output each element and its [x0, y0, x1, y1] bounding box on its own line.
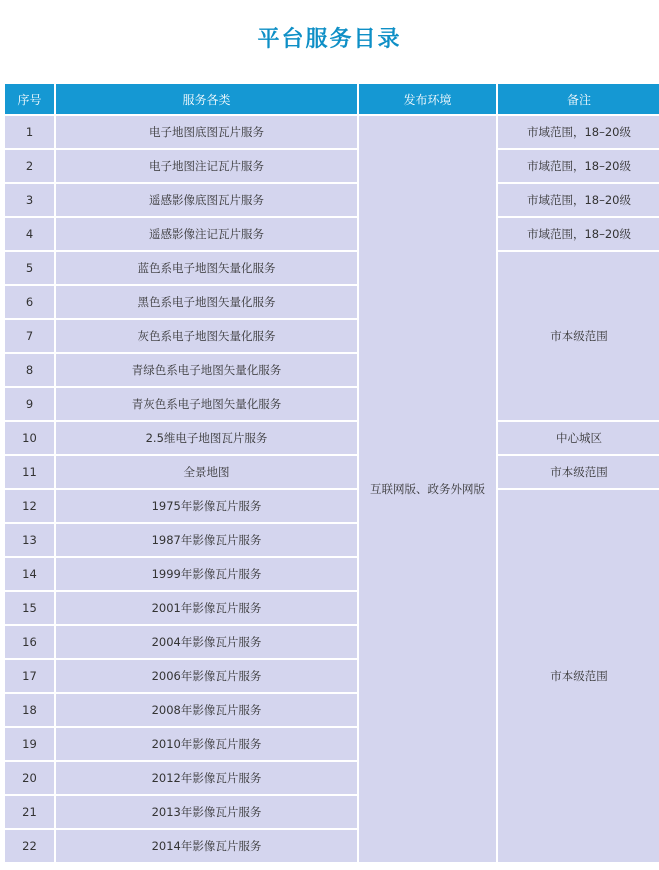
row-number: 6 [5, 286, 54, 318]
row-number: 3 [5, 184, 54, 216]
service-name: 2010年影像瓦片服务 [56, 728, 357, 760]
table-row [5, 252, 659, 284]
service-name: 遥感影像注记瓦片服务 [56, 218, 357, 250]
service-name: 2.5维电子地图瓦片服务 [56, 422, 357, 454]
row-number: 16 [5, 626, 54, 658]
row-number: 8 [5, 354, 54, 386]
table-header-row [5, 84, 659, 114]
service-name: 1999年影像瓦片服务 [56, 558, 357, 590]
service-name: 2004年影像瓦片服务 [56, 626, 357, 658]
service-name: 2006年影像瓦片服务 [56, 660, 357, 692]
header-number: 序号 [5, 84, 54, 114]
note-cell: 市域范围，18–20级 [498, 184, 659, 216]
release-environment: 互联网版、政务外网版 [359, 116, 496, 862]
row-number: 11 [5, 456, 54, 488]
table-row [5, 490, 659, 522]
row-number: 5 [5, 252, 54, 284]
note-cell: 市本级范围 [498, 252, 659, 420]
note-cell: 市本级范围 [498, 490, 659, 862]
row-number: 7 [5, 320, 54, 352]
row-number: 17 [5, 660, 54, 692]
row-number: 10 [5, 422, 54, 454]
row-number: 14 [5, 558, 54, 590]
service-name: 黑色系电子地图矢量化服务 [56, 286, 357, 318]
service-catalog-table [3, 82, 659, 864]
table-row [5, 184, 659, 216]
table-row [5, 218, 659, 250]
row-number: 9 [5, 388, 54, 420]
service-name: 灰色系电子地图矢量化服务 [56, 320, 357, 352]
table-body [5, 116, 659, 862]
service-name: 蓝色系电子地图矢量化服务 [56, 252, 357, 284]
header-environment: 发布环境 [359, 84, 496, 114]
row-number: 18 [5, 694, 54, 726]
table-row [5, 422, 659, 454]
row-number: 2 [5, 150, 54, 182]
service-name: 遥感影像底图瓦片服务 [56, 184, 357, 216]
note-cell: 中心城区 [498, 422, 659, 454]
note-cell: 市域范围，18–20级 [498, 116, 659, 148]
row-number: 12 [5, 490, 54, 522]
service-name: 1975年影像瓦片服务 [56, 490, 357, 522]
header-notes: 备注 [498, 84, 659, 114]
row-number: 19 [5, 728, 54, 760]
service-name: 电子地图注记瓦片服务 [56, 150, 357, 182]
page-title: 平台服务目录 [257, 27, 402, 52]
row-number: 20 [5, 762, 54, 794]
row-number: 21 [5, 796, 54, 828]
service-name: 青绿色系电子地图矢量化服务 [56, 354, 357, 386]
service-name: 2014年影像瓦片服务 [56, 830, 357, 862]
note-cell: 市域范围，18–20级 [498, 150, 659, 182]
service-name: 电子地图底图瓦片服务 [56, 116, 357, 148]
service-name: 2012年影像瓦片服务 [56, 762, 357, 794]
table-row [5, 456, 659, 488]
header-service-type: 服务各类 [56, 84, 357, 114]
row-number: 1 [5, 116, 54, 148]
table-row [5, 150, 659, 182]
service-name: 2008年影像瓦片服务 [56, 694, 357, 726]
service-name: 青灰色系电子地图矢量化服务 [56, 388, 357, 420]
service-name: 2013年影像瓦片服务 [56, 796, 357, 828]
service-name: 1987年影像瓦片服务 [56, 524, 357, 556]
note-cell: 市域范围，18–20级 [498, 218, 659, 250]
row-number: 4 [5, 218, 54, 250]
row-number: 22 [5, 830, 54, 862]
service-name: 2001年影像瓦片服务 [56, 592, 357, 624]
table-row [5, 116, 659, 148]
row-number: 13 [5, 524, 54, 556]
row-number: 15 [5, 592, 54, 624]
service-name: 全景地图 [56, 456, 357, 488]
note-cell: 市本级范围 [498, 456, 659, 488]
